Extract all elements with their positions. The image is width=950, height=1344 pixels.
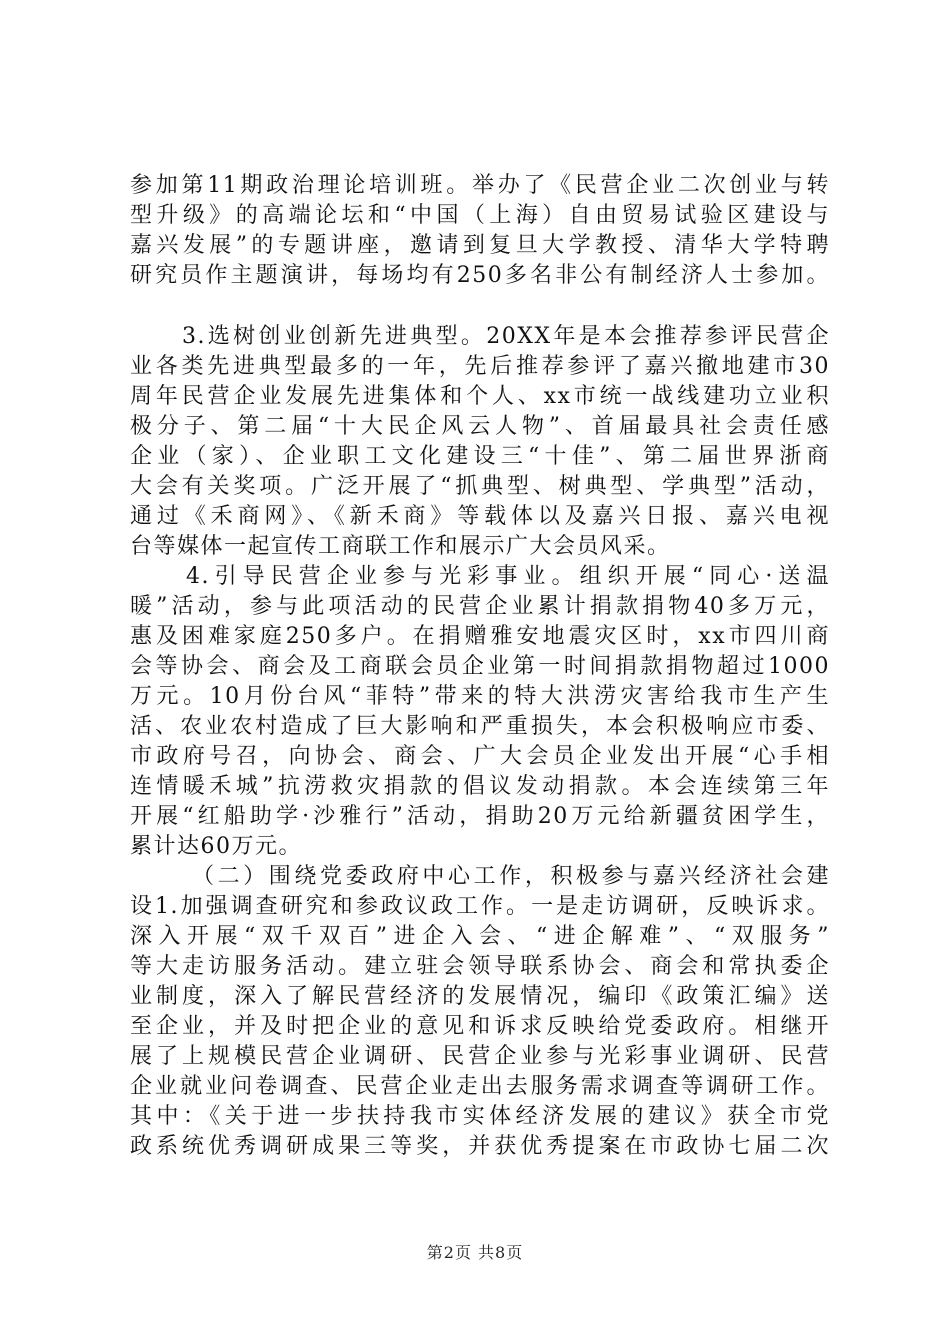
text-line: 4.引导民营企业参与光彩事业。组织开展“同心·送温 <box>186 564 830 589</box>
text-line: 型升级》的高端论坛和“中国（上海）自由贸易试验区建设与 <box>130 203 830 228</box>
text-line: 台等媒体一起宣传工商联工作和展示广大会员风采。 <box>130 534 671 559</box>
text-line: （二）围绕党委政府中心工作，积极参与嘉兴经济社会建 <box>192 864 830 889</box>
text-line: 企业就业问卷调查、民营企业走出去服务需求调查等调研工作。 <box>130 1074 830 1099</box>
text-line: 暖”活动，参与此项活动的民营企业累计捐款捐物40多万元， <box>130 594 830 619</box>
text-line: 企业（家）、企业职工文化建设三“十佳”、第二届世界浙商 <box>130 444 830 469</box>
paragraph-intro <box>130 171 830 291</box>
paragraph-item-3 <box>130 322 830 562</box>
text-line: 至企业，并及时把企业的意见和诉求反映给党委政府。相继开 <box>130 1014 830 1039</box>
text-line: 累计达60万元。 <box>130 834 302 859</box>
document-body <box>130 171 830 1162</box>
text-line: 嘉兴发展”的专题讲座，邀请到复旦大学教授、清华大学特聘 <box>130 233 830 258</box>
text-line: 3.选树创业创新先进典型。20XX年是本会推荐参评民营企 <box>182 324 830 349</box>
text-line: 深入开展“双千双百”进企入会、“进企解难”、“双服务” <box>130 924 830 949</box>
text-line: 设1.加强调查研究和参政议政工作。一是走访调研，反映诉求。 <box>130 894 830 919</box>
text-line: 开展“红船助学·沙雅行”活动，捐助20万元给新疆贫困学生， <box>130 804 830 829</box>
text-line: 研究员作主题演讲，每场均有250多名非公有制经济人士参加。 <box>130 263 830 288</box>
text-line: 周年民营企业发展先进集体和个人、xx市统一战线建功立业积 <box>130 384 830 409</box>
text-line: 展了上规模民营企业调研、民营企业参与光彩事业调研、民营 <box>130 1044 830 1069</box>
paragraph-item-4 <box>130 562 830 862</box>
text-line: 连情暖禾城”抗涝救灾捐款的倡议发动捐款。本会连续第三年 <box>130 774 830 799</box>
text-line: 等大走访服务活动。建立驻会领导联系协会、商会和常执委企 <box>130 954 830 979</box>
text-line: 会等协会、商会及工商联会员企业第一时间捐款捐物超过1000 <box>130 654 830 679</box>
text-line: 政系统优秀调研成果三等奖，并获优秀提案在市政协七届二次 <box>130 1134 830 1159</box>
text-line: 业各类先进典型最多的一年，先后推荐参评了嘉兴撤地建市30 <box>130 354 830 379</box>
text-line: 参加第11期政治理论培训班。举办了《民营企业二次创业与转 <box>130 173 830 198</box>
text-line: 活、农业农村造成了巨大影响和严重损失，本会积极响应市委、 <box>130 714 830 739</box>
paragraph-section-2 <box>130 862 830 1162</box>
text-line: 极分子、第二届“十大民企风云人物”、首届最具社会责任感 <box>130 414 830 439</box>
paragraph-gap <box>130 291 830 322</box>
page-number-footer: 第2页 共8页 <box>426 1243 524 1262</box>
text-line: 市政府号召，向协会、商会、广大会员企业发出开展“心手相 <box>130 744 830 769</box>
text-line: 大会有关奖项。广泛开展了“抓典型、树典型、学典型”活动， <box>130 474 830 499</box>
text-line: 通过《禾商网》、《新禾商》等载体以及嘉兴日报、嘉兴电视 <box>130 504 830 529</box>
text-line: 万元。10月份台风“菲特”带来的特大洪涝灾害给我市生产生 <box>130 684 830 709</box>
text-line: 其中：《关于进一步扶持我市实体经济发展的建议》获全市党 <box>130 1104 830 1129</box>
text-line: 业制度，深入了解民营经济的发展情况，编印《政策汇编》送 <box>130 984 830 1009</box>
text-line: 惠及困难家庭250多户。在捐赠雅安地震灾区时，xx市四川商 <box>130 624 830 649</box>
